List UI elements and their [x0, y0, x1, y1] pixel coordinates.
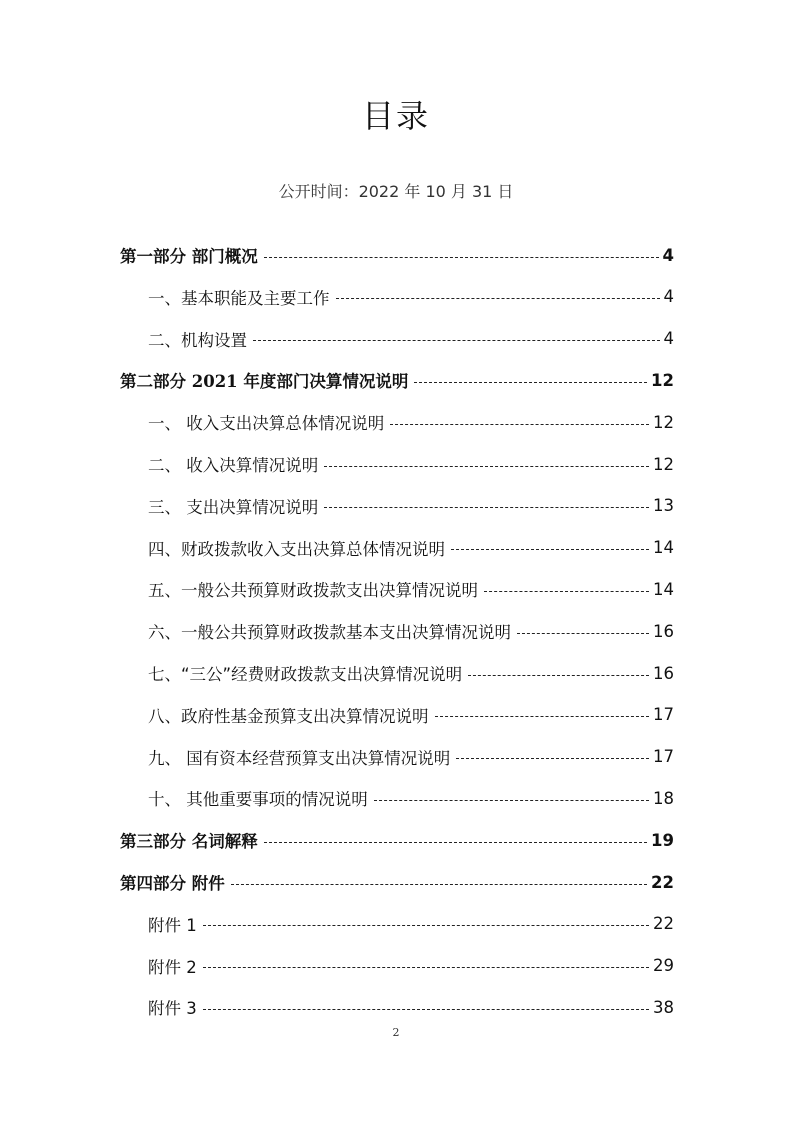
- toc-entry-page-number: 12: [653, 412, 674, 432]
- toc-subsection-entry[interactable]: [148, 994, 674, 1020]
- toc-dot-leader: [390, 424, 649, 425]
- toc-section-entry[interactable]: [120, 242, 674, 268]
- toc-dot-leader: [324, 466, 649, 467]
- page-number: 2: [392, 1026, 400, 1039]
- toc-dot-leader: [203, 1009, 649, 1010]
- toc-subsection-entry[interactable]: [148, 785, 674, 811]
- toc-entry-page-number: 22: [653, 914, 674, 934]
- toc-section-entry[interactable]: [120, 827, 674, 853]
- toc-subsection-entry[interactable]: [148, 660, 674, 686]
- toc-dot-leader: [456, 758, 649, 759]
- toc-entry-page-number: 4: [662, 245, 674, 265]
- toc-entry-label: 二、机构设置: [148, 330, 247, 350]
- publish-date: 公开时间：2022 年 10 月 31 日: [278, 182, 514, 201]
- toc-subsection-entry[interactable]: [148, 493, 674, 519]
- toc-dot-leader: [517, 633, 649, 634]
- toc-entry-label: 二、 收入决算情况说明: [148, 456, 319, 475]
- toc-entry-page-number: 17: [653, 747, 674, 767]
- toc-entry-page-number: 4: [663, 329, 674, 349]
- toc-dot-leader: [374, 800, 649, 801]
- toc-entry-label: 五、一般公共预算财政拨款支出决算情况说明: [148, 581, 478, 601]
- toc-entry-label: 七、“三公”经费财政拨款支出决算情况说明: [148, 665, 463, 684]
- toc-dot-leader: [435, 716, 650, 717]
- toc-subsection-entry[interactable]: [148, 702, 674, 728]
- toc-dot-leader: [253, 340, 660, 341]
- toc-dot-leader: [451, 549, 649, 550]
- toc-dot-leader: [264, 842, 647, 843]
- toc-dot-leader: [468, 675, 649, 676]
- toc-subsection-entry[interactable]: [148, 618, 674, 644]
- toc-subsection-entry[interactable]: [148, 284, 674, 310]
- toc-subsection-entry[interactable]: [148, 451, 674, 477]
- toc-entry-page-number: 16: [653, 621, 674, 641]
- toc-dot-leader: [484, 591, 649, 592]
- toc-subsection-entry[interactable]: [148, 911, 674, 937]
- toc-entry-label: 八、政府性基金预算支出决算情况说明: [148, 706, 429, 726]
- toc-dot-leader: [203, 925, 649, 926]
- toc-entry-page-number: 14: [653, 538, 674, 558]
- toc-entry-label: 四、财政拨款收入支出决算总体情况说明: [148, 539, 445, 559]
- toc-dot-leader: [264, 257, 659, 258]
- toc-entry-label: 十、 其他重要事项的情况说明: [148, 790, 368, 810]
- toc-entry-page-number: 12: [651, 370, 674, 390]
- toc-entry-page-number: 17: [653, 705, 674, 725]
- toc-entry-page-number: 16: [653, 663, 674, 683]
- page-title: 目录: [361, 97, 430, 135]
- toc-dot-leader: [324, 507, 649, 508]
- toc-dot-leader: [231, 884, 647, 885]
- toc-entry-page-number: 4: [663, 287, 674, 307]
- toc-subsection-entry[interactable]: [148, 576, 674, 602]
- toc-entry-label: 附件 2: [148, 957, 197, 977]
- toc-subsection-entry[interactable]: [148, 953, 674, 979]
- toc-subsection-entry[interactable]: [148, 409, 674, 435]
- toc-dot-leader: [203, 967, 649, 968]
- toc-entry-label: 一、基本职能及主要工作: [148, 288, 330, 308]
- toc-subsection-entry[interactable]: [148, 744, 674, 770]
- toc-section-entry[interactable]: [120, 869, 674, 895]
- toc-dot-leader: [414, 382, 647, 383]
- toc-entry-label: 第一部分 部门概况: [120, 247, 258, 266]
- toc-entry-label: 第三部分 名词解释: [120, 832, 258, 852]
- toc-entry-label: 附件 1: [148, 915, 197, 935]
- toc-subsection-entry[interactable]: [148, 326, 674, 352]
- toc-entry-label: 一、 收入支出决算总体情况说明: [148, 414, 385, 434]
- toc-entry-label: 三、 支出决算情况说明: [148, 497, 319, 517]
- toc-entry-page-number: 13: [653, 496, 674, 516]
- toc-entry-page-number: 29: [653, 956, 674, 976]
- toc-entry-page-number: 12: [653, 454, 674, 474]
- toc-subsection-entry[interactable]: [148, 535, 674, 561]
- toc-entry-label: 六、一般公共预算财政拨款基本支出决算情况说明: [148, 623, 511, 643]
- toc-entry-label: 九、 国有资本经营预算支出决算情况说明: [148, 748, 451, 768]
- toc-dot-leader: [336, 298, 660, 299]
- toc-entry-label: 附件 3: [148, 999, 197, 1019]
- toc-entry-label: 第四部分 附件: [120, 874, 225, 893]
- toc-entry-page-number: 38: [653, 997, 674, 1017]
- toc-entry-page-number: 18: [653, 788, 674, 808]
- toc-entry-label: 第二部分 2021 年度部门决算情况说明: [120, 372, 409, 392]
- toc-entry-page-number: 19: [651, 830, 674, 850]
- toc-entry-page-number: 14: [653, 579, 674, 599]
- toc-section-entry[interactable]: [120, 367, 674, 393]
- toc-entry-page-number: 22: [651, 872, 674, 892]
